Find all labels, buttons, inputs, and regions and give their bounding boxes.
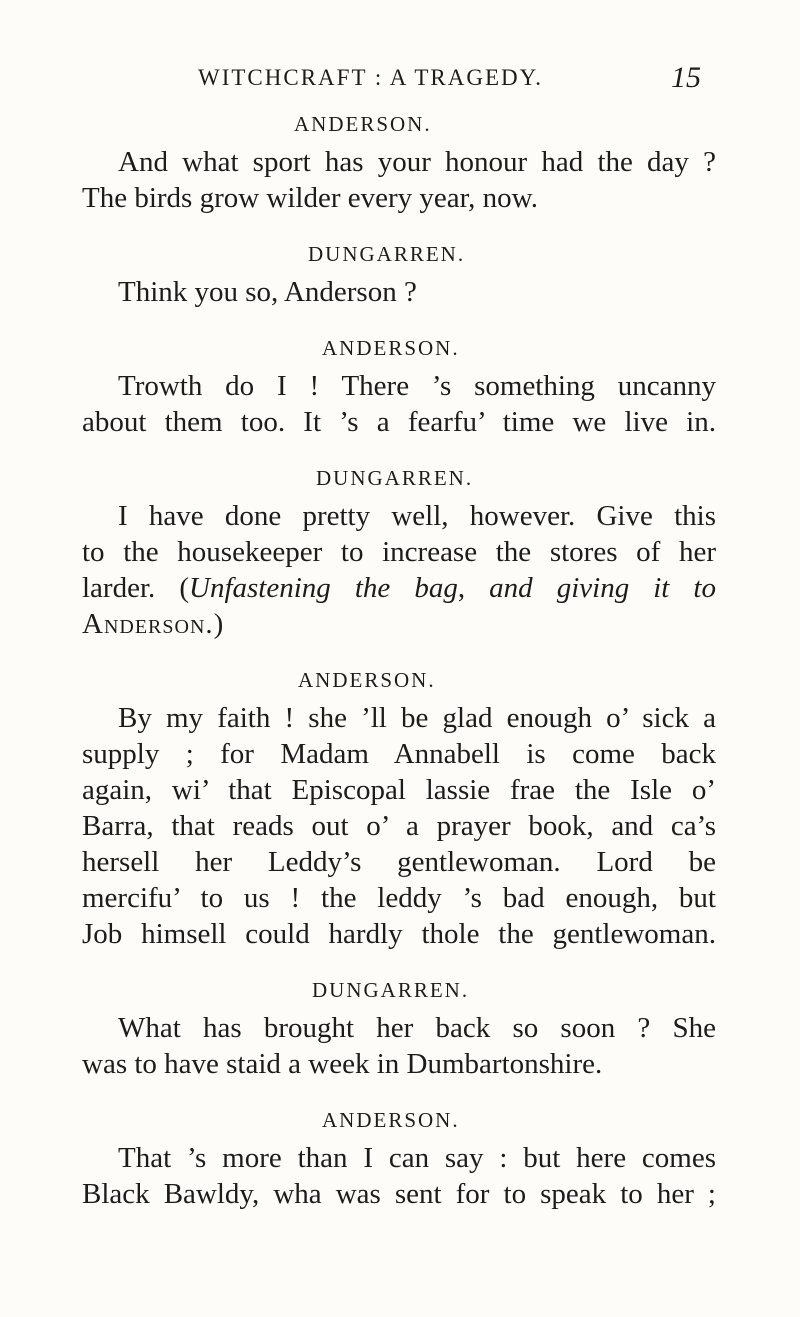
page-number: 15: [671, 61, 701, 94]
speaker-name: DUNGARREN.: [308, 242, 466, 266]
dialogue-line: By my faith ! she ’ll be glad enough o’ sick a: [118, 702, 716, 734]
dialogue-line: Black Bawldy, wha was sent for to speak to her ;: [82, 1178, 716, 1210]
speaker-name: DUNGARREN.: [316, 466, 474, 490]
dialogue-line: supply ; for Madam Annabell is come back: [82, 738, 716, 770]
dialogue-line: again, wi’ that Episcopal lassie frae the Isle o’: [82, 774, 716, 806]
running-header: [0, 60, 800, 96]
dialogue-line: I have done pretty well, however. Give this: [118, 500, 716, 532]
dialogue-line: The birds grow wilder every year, now.: [82, 182, 538, 214]
close-paren: ): [213, 608, 224, 640]
dialogue-line: hersell her Leddy’s gentlewoman. Lord be: [82, 846, 716, 878]
stage-direction-line: [82, 606, 716, 642]
dialogue-line: to the housekeeper to increase the stores of her: [82, 536, 716, 568]
comma: ,: [457, 572, 466, 604]
speaker-name: ANDERSON.: [322, 336, 460, 360]
dialogue-text: larder.: [82, 572, 156, 604]
open-paren: (: [179, 572, 189, 604]
running-title: WITCHCRAFT : A TRAGEDY.: [198, 65, 544, 90]
dialogue-line: And what sport has your honour had the day ?: [118, 146, 716, 178]
dialogue-line: That ’s more than I can say : but here comes: [118, 1142, 716, 1174]
dialogue-line: Barra, that reads out o’ a prayer book, and ca’s: [82, 810, 716, 842]
stage-direction: Unfastening the bag: [189, 572, 458, 604]
speaker-name: ANDERSON.: [294, 112, 432, 136]
stage-direction-continued: and giving it to: [489, 572, 716, 604]
speaker-name: ANDERSON.: [322, 1108, 460, 1132]
play-text: [82, 112, 716, 1212]
speaker-name: DUNGARREN.: [312, 978, 470, 1002]
dialogue-line: Think you so, Anderson ?: [118, 276, 417, 308]
dialogue-line: Job himsell could hardly thole the gentlewoman.: [82, 918, 716, 950]
dialogue-line: What has brought her back so soon ? She: [118, 1012, 716, 1044]
dialogue-line: mercifu’ to us ! the leddy ’s bad enough, but: [82, 882, 716, 914]
stage-direction-line: [82, 570, 716, 606]
dialogue-line: was to have staid a week in Dumbartonshire.: [82, 1048, 603, 1080]
stage-direction-addressee: Anderson.: [82, 608, 214, 640]
dialogue-line: about them too. It ’s a fearfu’ time we live in.: [82, 406, 716, 438]
speaker-name: ANDERSON.: [298, 668, 436, 692]
dialogue-line: Trowth do I ! There ’s something uncanny: [118, 370, 716, 402]
